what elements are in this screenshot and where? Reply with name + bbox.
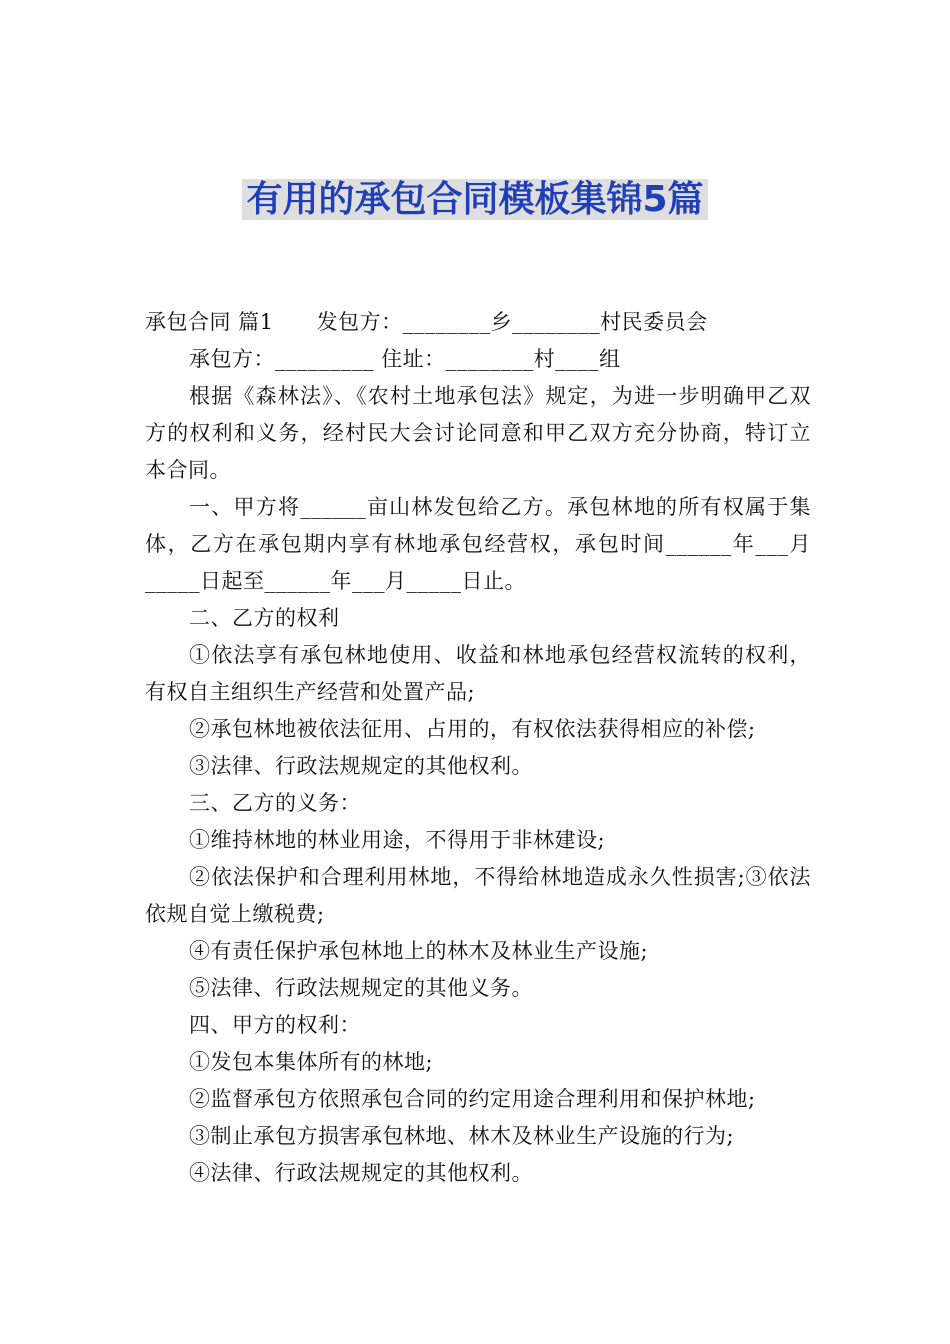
paragraph: ①维持林地的林业用途，不得用于非林建设; — [189, 828, 606, 852]
paragraph: 一、甲方将______亩山林发包给乙方。承包林地的所有权属于集体，乙方在承包期内享有林地承包经营权，承包时间______年___月_____日起至______年___月_____日止。 — [145, 495, 811, 593]
paragraph: ③制止承包方损害承包林地、林木及林业生产设施的行为; — [189, 1124, 735, 1148]
document-title — [0, 176, 950, 224]
document-body — [145, 304, 811, 1192]
paragraph: ⑤法律、行政法规规定的其他义务。 — [189, 976, 533, 1000]
paragraph: ②监督承包方依照承包合同的约定用途合理利用和保护林地; — [189, 1087, 756, 1111]
paragraph: ④法律、行政法规规定的其他权利。 — [189, 1161, 533, 1185]
paragraph: 承包方：_________ 住址：________村____组 — [189, 347, 621, 371]
paragraph: 三、乙方的义务： — [189, 791, 361, 815]
paragraph: 四、甲方的权利： — [189, 1013, 361, 1037]
paragraph: ②依法保护和合理利用林地，不得给林地造成永久性损害;③依法依规自觉上缴税费; — [145, 865, 811, 926]
paragraph: 二、乙方的权利 — [189, 606, 340, 630]
paragraph: ②承包林地被依法征用、占用的，有权依法获得相应的补偿; — [189, 717, 756, 741]
paragraph: ③法律、行政法规规定的其他权利。 — [189, 754, 533, 778]
paragraph: ①依法享有承包林地使用、收益和林地承包经营权流转的权利，有权自主组织生产经营和处置产品; — [145, 643, 811, 704]
paragraph: ①发包本集体所有的林地; — [189, 1050, 434, 1074]
paragraph: 根据《森林法》、《农村土地承包法》规定，为进一步明确甲乙双方的权利和义务，经村民大会讨论同意和甲乙双方充分协商，特订立本合同。 — [145, 384, 811, 482]
paragraph: ④有责任保护承包林地上的林木及林业生产设施; — [189, 939, 649, 963]
document-title-text: 有用的承包合同模板集锦5篇 — [242, 179, 707, 220]
paragraph: 承包合同 篇1 发包方：________乡________村民委员会 — [145, 310, 708, 334]
